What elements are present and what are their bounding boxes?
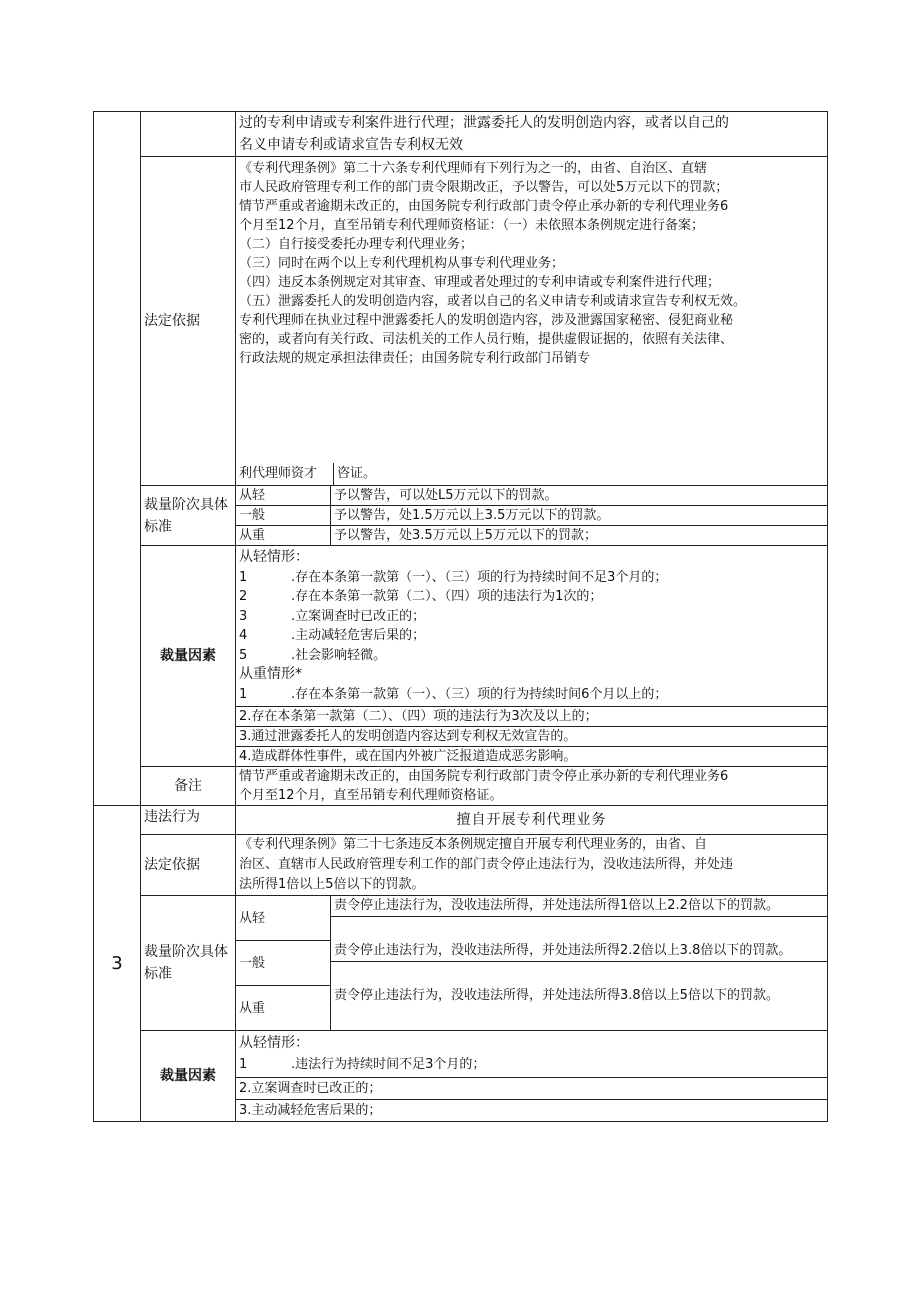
level-label: 一般 xyxy=(236,941,331,986)
legal-basis-label: 法定依据 xyxy=(141,157,236,486)
table-row xyxy=(94,806,828,835)
factor-text: .社会影响轻微。 xyxy=(291,647,387,663)
factor-item xyxy=(239,568,824,588)
text-line: 情节严重或者逾期未改正的，由国务院专利行政部门责令停止承办新的专利代理业务6 xyxy=(239,199,729,214)
text-line: 个月至12个月，直至吊销专利代理师资格证。 xyxy=(239,788,503,803)
table-row xyxy=(236,986,827,1031)
factor-text: .存在本条第一款第（一）、（三）项的行为持续时间不足3个月的； xyxy=(291,569,668,585)
factors-cell xyxy=(236,1031,828,1122)
standard-label: 裁量阶次具体标准 xyxy=(141,896,236,1031)
factor-text: .违法行为持续时间不足3个月的； xyxy=(291,1057,486,1072)
factors-label: 裁量因素 xyxy=(141,1031,236,1122)
level-text: 责令停止违法行为，没收违法所得，并处违法所得2.2倍以上3.8倍以下的罚款。 xyxy=(331,941,827,962)
heavy-title: 从重情形* xyxy=(239,666,302,682)
factor-number: 1 xyxy=(239,686,248,702)
table-row xyxy=(236,486,827,506)
factor-number: 1 xyxy=(239,1057,248,1072)
factor-item: 3.主动减轻危害后果的； xyxy=(236,1099,827,1121)
text-line: 名义申请专利或请求宣告专利权无效 xyxy=(239,137,463,153)
factor-item: 3.通过泄露委托人的发明创造内容达到专利权无效宣告的。 xyxy=(236,726,827,746)
text-line: （四）违反本条例规定对其审查、审理或者处理过的专利申请或专利案件进行代理； xyxy=(239,275,721,290)
factor-item: 2.存在本条第一款第（二）、（四）项的违法行为3次及以上的； xyxy=(236,706,827,726)
table-row xyxy=(94,835,828,896)
table-row xyxy=(94,157,828,486)
table-row xyxy=(94,112,828,157)
table-row xyxy=(94,546,828,767)
text-fragment: 利代理师资才 xyxy=(236,463,334,485)
factor-number: 1 xyxy=(239,569,248,585)
legal-basis-text xyxy=(236,157,828,486)
remark-label: 备注 xyxy=(141,767,236,806)
table-row xyxy=(94,486,828,546)
table-row xyxy=(236,896,827,941)
factor-item xyxy=(239,607,824,627)
text-line: 行政法规的规定承担法律责任；由国务院专利行政部门吊销专 xyxy=(239,351,591,366)
remark-text xyxy=(236,767,828,806)
text-fragment: 咨证。 xyxy=(337,466,377,481)
factors-label: 裁量因素 xyxy=(141,546,236,767)
label-cell xyxy=(141,112,236,157)
text-line: 市人民政府管理专利工作的部门责令限期改正，予以警告，可以处5万元以下的罚款； xyxy=(239,180,729,195)
level-label: 从轻 xyxy=(236,486,331,506)
level-text: 责令停止违法行为，没收违法所得，并处违法所得1倍以上2.2倍以下的罚款。 xyxy=(331,896,827,917)
factor-number: 5 xyxy=(239,647,248,663)
standard-table xyxy=(236,486,827,545)
standard-table xyxy=(236,896,827,1030)
text-line: （五）泄露委托人的发明创造内容，或者以自己的名义申请专利或请求宣告专利权无效。 xyxy=(239,294,747,309)
text-line: （二）自行接受委托办理专利代理业务； xyxy=(239,237,474,252)
factors-cell xyxy=(236,546,828,767)
factor-number: 2 xyxy=(239,589,248,604)
factor-number: 4 xyxy=(239,628,248,643)
discretion-table xyxy=(93,111,828,1122)
level-label: 从轻 xyxy=(236,896,331,941)
level-label: 从重 xyxy=(236,986,331,1031)
factor-item: 2.立案调查时已改正的； xyxy=(236,1077,827,1099)
text-line: 个月至12个月，直至吊销专利代理师资格证：（一）未依照本条例规定进行备案； xyxy=(239,218,705,233)
factor-text: .存在本条第一款第（一）、（三）项的行为持续时间6个月以上的； xyxy=(291,686,668,702)
factor-item xyxy=(239,685,824,705)
text-line: 《专利代理条例》第二十七条违反本条例规定擅自开展专利代理业务的，由省、自 xyxy=(239,837,708,852)
text-line: 治区、直辖市人民政府管理专利工作的部门责令停止违法行为，没收违法所得，并处违 xyxy=(239,857,734,872)
light-title: 从轻情形： xyxy=(239,1035,309,1051)
text-line: （三）同时在两个以上专利代理机构从事专利代理业务； xyxy=(239,256,565,271)
section-number-cell xyxy=(94,112,141,806)
level-text: 予以警告，处1.5万元以上3.5万元以下的罚款。 xyxy=(331,506,828,526)
factor-item xyxy=(239,587,824,607)
standard-label: 裁量阶次具体标准 xyxy=(141,486,236,546)
factor-item xyxy=(239,626,824,646)
level-text: 责令停止违法行为，没收违法所得，并处违法所得3.8倍以上5倍以下的罚款。 xyxy=(334,987,779,1003)
violation-label: 违法行为 xyxy=(141,806,236,835)
level-label: 一般 xyxy=(236,506,331,526)
violation-title: 擅自开展专利代理业务 xyxy=(236,806,828,835)
factor-text: .立案调查时已改正的； xyxy=(291,608,426,624)
standard-cell xyxy=(236,486,828,546)
legal-basis-text xyxy=(236,835,828,896)
text-line: 密的，或者向有关行政、司法机关的工作人员行贿，提供虚假证据的，依照有关法律、 xyxy=(239,332,734,347)
text-line: 过的专利申请或专利案件进行代理；泄露委托人的发明创造内容，或者以自己的 xyxy=(239,115,729,131)
text-line: 专利代理师在执业过程中泄露委托人的发明创造内容，涉及泄露国家秘密、侵犯商业秘 xyxy=(239,313,734,328)
table-row xyxy=(94,896,828,1031)
legal-basis-label: 法定依据 xyxy=(141,835,236,896)
factor-number: 3 xyxy=(239,608,248,624)
table-row xyxy=(94,767,828,806)
table-row xyxy=(236,506,827,526)
factor-text: .存在本条第一款第（二）、（四）项的违法行为1次的； xyxy=(291,589,603,604)
text-line: 情节严重或者逾期未改正的，由国务院专利行政部门责令停止承办新的专利代理业务6 xyxy=(239,769,729,784)
text-line: 《专利代理条例》第二十六条专利代理师有下列行为之一的，由省、自治区、直辖 xyxy=(239,161,708,176)
table-row xyxy=(236,941,827,986)
text-line: 法所得1倍以上5倍以下的罚款。 xyxy=(239,877,425,892)
light-title: 从轻情形： xyxy=(239,549,309,565)
level-text: 予以警告，处3.5万元以上5万元以下的罚款； xyxy=(334,528,597,543)
factor-item xyxy=(239,646,824,666)
factor-text: .主动减轻危害后果的； xyxy=(291,628,426,643)
standard-cell xyxy=(236,896,828,1031)
level-text: 予以警告，可以处L5万元以下的罚款。 xyxy=(331,486,828,506)
level-label: 从重 xyxy=(236,526,331,546)
factor-item: 4.造成群体性事件，或在国内外被广泛报道造成恶劣影响。 xyxy=(236,746,827,766)
continuation-cell xyxy=(236,112,828,157)
factor-item xyxy=(239,1054,824,1075)
table-row xyxy=(236,526,827,546)
section-number: 3 xyxy=(94,806,141,1122)
table-row xyxy=(94,1031,828,1122)
